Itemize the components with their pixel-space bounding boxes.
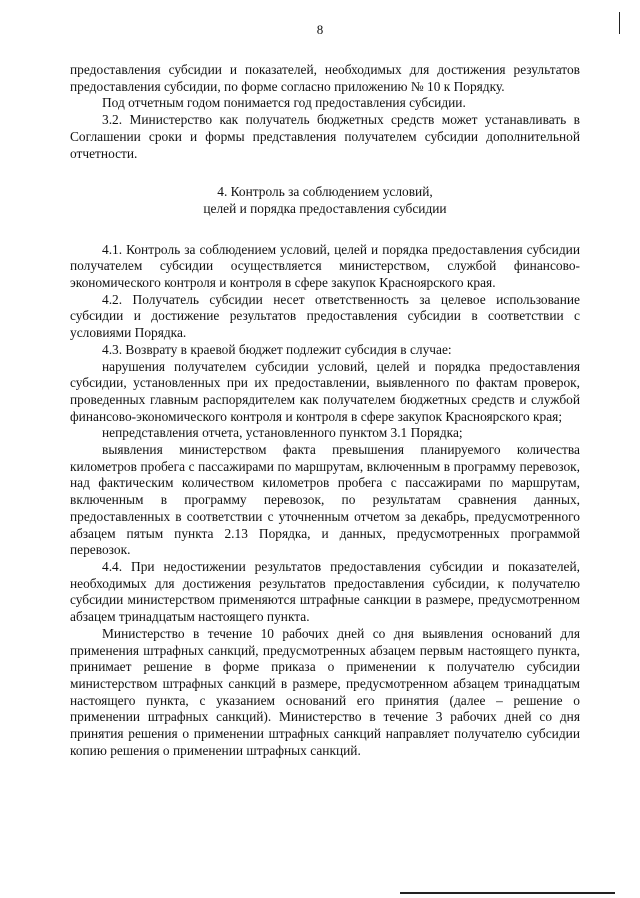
paragraph-4-3: 4.3. Возврату в краевой бюджет подлежит субсидия в случае:: [102, 341, 452, 357]
paragraph-penalty-decision: Министерство в течение 10 рабочих дней со дня выявления оснований для применения штрафных санкций, предусмотренных абзацем первым настоящего пункта, принимает решение в форме приказа о применении к получателю субсидии министерством штрафных санкций в размере, предусмотренном абзацем тринадцатым настоящего пункта, с указанием оснований его принятия (далее – решение о применении штрафных санкций). Министерство в течение 3 рабочих дней со дня принятия решения о применении штрафных санкций направляет получателю субсидии копию решения о применении штрафных санкций.: [70, 625, 580, 758]
paragraph-4-4: 4.4. При недостижении результатов предоставления субсидии и показателей, необходимых для достижения результатов предоставления субсидии, к получателю субсидии министерством применяются штрафные санкции в размере, предусмотренном абзацем тринадцатым настоящего пункта.: [70, 558, 580, 625]
document-body: [70, 62, 580, 759]
page-number: 8: [316, 22, 324, 37]
section-heading-line1: 4. Контроль за соблюдением условий,: [217, 184, 433, 200]
paragraph-4-2: 4.2. Получатель субсидии несет ответственность за целевое использование субсидии и достижение результатов предоставления субсидии в соответствии с условиями Порядка.: [70, 291, 580, 341]
paragraph-mileage: выявления министерством факта превышения планируемого количества километров пробега с пассажирами по маршрутам, включенным в программу перевозок, над фактическим количеством километров пробега с пассажирами по маршрутам, включенным в программу перевозок, по результатам сравнения данных, предоставленных в соответствии с уточненным отчетом за декабрь, предусмотренного абзацем пятым пункта 2.13 Порядка, и данных, предусмотренных программой перевозок.: [70, 442, 580, 558]
section-heading: [70, 184, 580, 217]
paragraph-3-2: 3.2. Министерство как получатель бюджетных средств может устанавливать в Соглашении сроки и формы представления получателем субсидии дополнительной отчетности.: [70, 112, 580, 161]
section-heading-line2: целей и порядка предоставления субсидии: [203, 200, 447, 216]
paragraph-violation: нарушения получателем субсидии условий, целей и порядка предоставления субсидии, установленных при их предоставлении, выявленного по фактам проверок, проведенных главным распорядителем как получателем бюджетных средств и службой финансово-экономического контроля и контроля в сфере закупок Красноярского края;: [70, 358, 580, 424]
paragraph-continuation: предоставления субсидии и показателей, необходимых для достижения результатов предоставления субсидии, по форме согласно приложению № 10 к Порядку.: [70, 62, 580, 94]
bottom-rule: [400, 892, 615, 894]
paragraph-no-report: непредставления отчета, установленного пунктом 3.1 Порядка;: [102, 425, 463, 441]
paragraph-4-1: 4.1. Контроль за соблюдением условий, целей и порядка предоставления субсидии получателем субсидии осуществляется министерством, службой финансово-экономического контроля и контроля в сфере закупок Красноярского края.: [70, 241, 580, 291]
paragraph-reporting-year: Под отчетным годом понимается год предоставления субсидии.: [102, 95, 466, 111]
margin-mark: [619, 12, 620, 34]
